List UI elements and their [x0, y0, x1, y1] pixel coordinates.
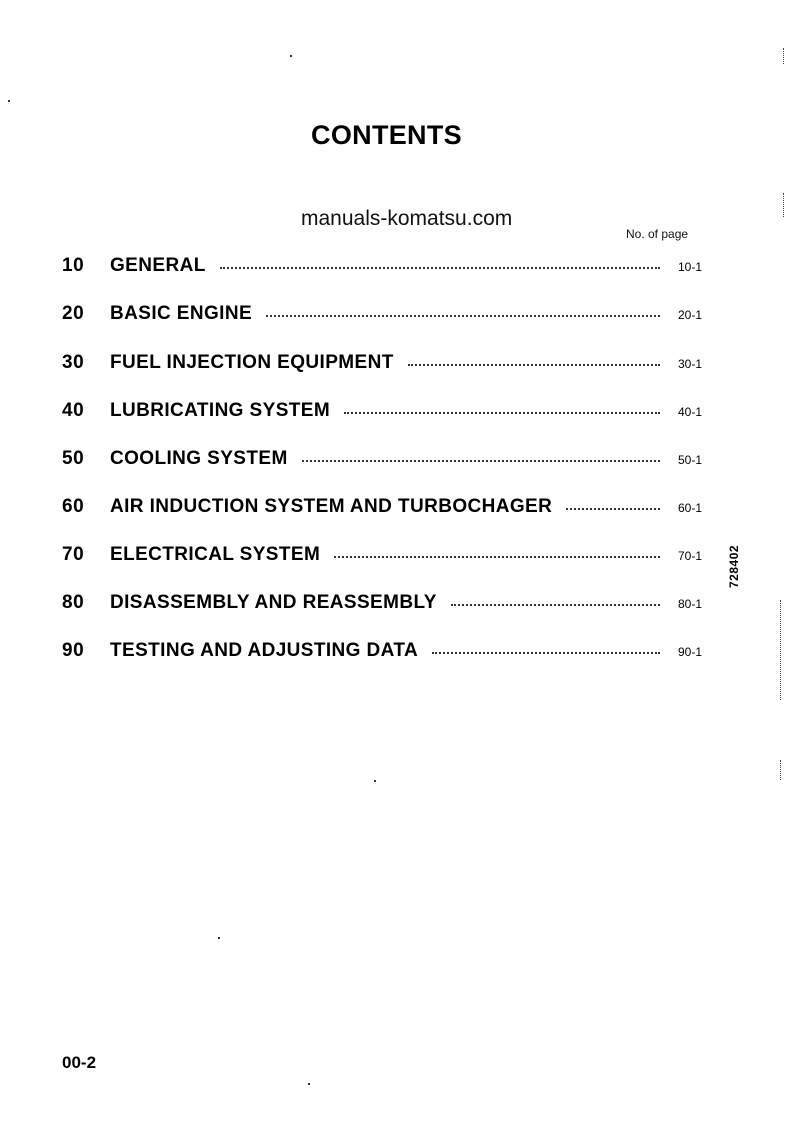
section-number: 80	[62, 592, 85, 613]
dot-leader	[344, 412, 660, 414]
dot-leader	[432, 652, 660, 654]
section-title: LUBRICATING SYSTEM	[110, 400, 331, 421]
toc-entry-air-induction[interactable]	[62, 496, 702, 526]
scan-speck	[374, 780, 376, 782]
section-number: 40	[62, 400, 85, 421]
page-reference: 60-1	[677, 501, 702, 515]
section-number: 70	[62, 544, 85, 565]
footer-page-number: 00-2	[62, 1053, 97, 1072]
watermark-link[interactable]: manuals-komatsu.com	[301, 207, 513, 230]
section-title: GENERAL	[110, 255, 206, 276]
dot-leader	[408, 364, 660, 366]
section-title: COOLING SYSTEM	[110, 448, 288, 469]
toc-entry-general[interactable]	[62, 255, 702, 285]
section-title: TESTING AND ADJUSTING DATA	[110, 640, 419, 661]
scan-speck	[308, 1083, 310, 1085]
toc-entry-disassembly[interactable]	[62, 592, 702, 622]
dot-leader	[220, 267, 660, 269]
section-title: FUEL INJECTION EQUIPMENT	[110, 352, 394, 373]
section-number: 60	[62, 496, 85, 517]
toc-entry-lubricating-system[interactable]	[62, 400, 702, 430]
scan-artifact	[780, 600, 782, 700]
scan-speck	[8, 100, 10, 102]
page-reference: 40-1	[677, 405, 702, 419]
page-reference: 80-1	[677, 597, 702, 611]
toc-entry-basic-engine[interactable]	[62, 303, 702, 333]
page-reference: 10-1	[677, 260, 702, 274]
dot-leader	[302, 460, 660, 462]
page-reference: 70-1	[677, 549, 702, 563]
scan-artifact	[783, 193, 785, 217]
page-reference: 30-1	[677, 357, 702, 371]
section-number: 90	[62, 640, 85, 661]
dot-leader	[566, 508, 660, 510]
section-title: BASIC ENGINE	[110, 303, 253, 324]
column-header-page-number: No. of page	[626, 227, 689, 241]
scan-artifact	[783, 48, 785, 64]
section-number: 10	[62, 255, 85, 276]
page-title-text: CONTENTS	[311, 120, 462, 150]
page-reference: 20-1	[677, 308, 702, 322]
document-code: 728402	[727, 544, 741, 588]
section-title: ELECTRICAL SYSTEM	[110, 544, 321, 565]
dot-leader	[334, 556, 660, 558]
section-number: 20	[62, 303, 85, 324]
dot-leader	[266, 315, 660, 317]
toc-entry-electrical-system[interactable]	[62, 544, 702, 574]
section-title: DISASSEMBLY AND REASSEMBLY	[110, 592, 437, 613]
section-number: 50	[62, 448, 85, 469]
page-reference: 90-1	[677, 645, 702, 659]
toc-entry-testing-adjusting[interactable]	[62, 640, 702, 670]
page-title	[0, 120, 793, 151]
section-title: AIR INDUCTION SYSTEM AND TURBOCHAGER	[110, 496, 553, 517]
page-reference: 50-1	[677, 453, 702, 467]
scan-speck	[290, 55, 292, 57]
section-number: 30	[62, 352, 85, 373]
scan-speck	[218, 937, 220, 939]
toc-entry-cooling-system[interactable]	[62, 448, 702, 478]
scan-artifact	[780, 760, 782, 780]
toc-entry-fuel-injection[interactable]	[62, 352, 702, 382]
dot-leader	[451, 604, 660, 606]
